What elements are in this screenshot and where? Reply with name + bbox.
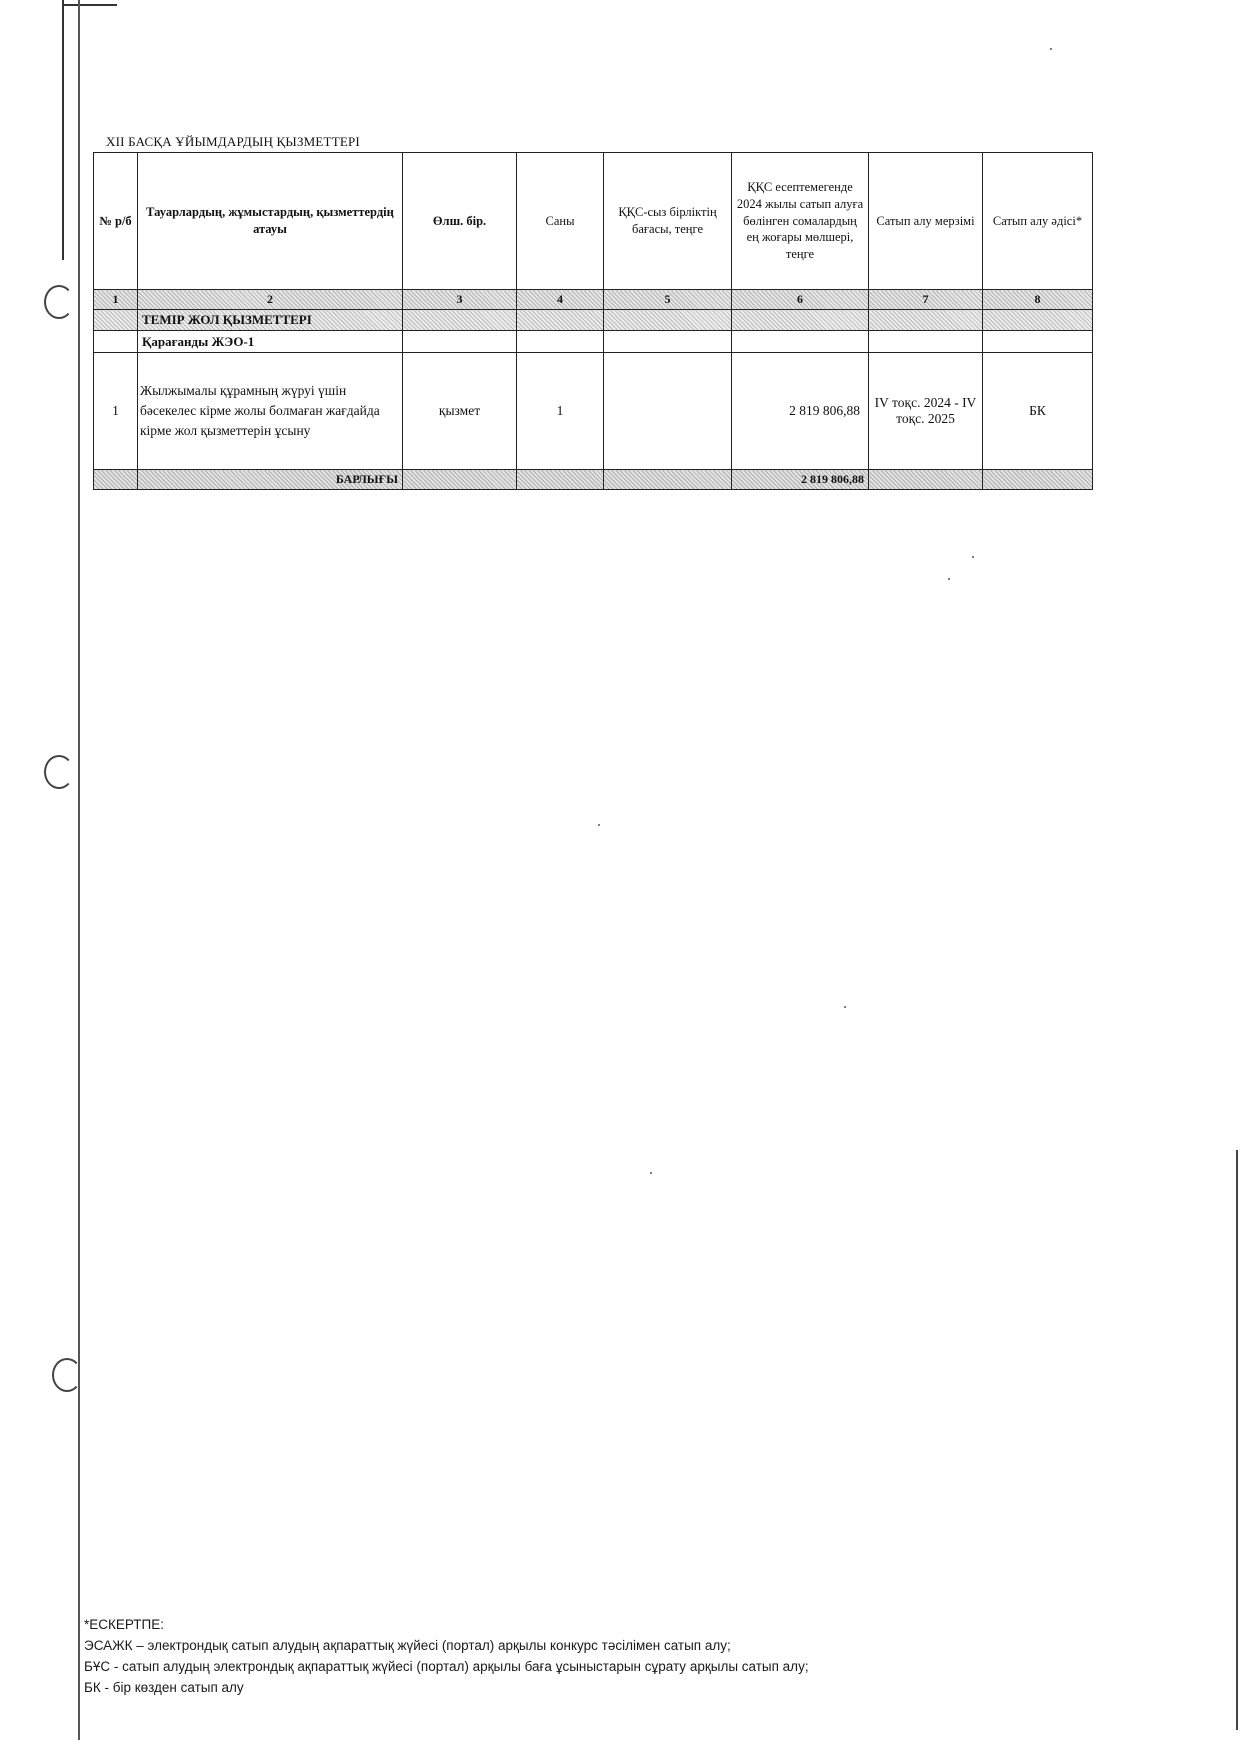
column-number: 5: [604, 290, 732, 310]
procurement-table: [93, 152, 1093, 490]
header-cell-amount: ҚҚС есептемегенде 2024 жылы сатып алуға бөлінген сомалардың ең жоғары мөлшері, теңге: [732, 153, 869, 290]
header-cell-qty: Саны: [517, 153, 604, 290]
header-cell-method: Сатып алу әдісі*: [983, 153, 1093, 290]
header-cell-unit-price: ҚҚС-сыз бірліктің бағасы, теңге: [604, 153, 732, 290]
column-number: 1: [94, 290, 138, 310]
row-amount: 2 819 806,88: [732, 353, 869, 470]
column-number: 8: [983, 290, 1093, 310]
scan-speck: [948, 578, 950, 580]
column-number: 3: [403, 290, 517, 310]
punch-hole-icon: [44, 755, 74, 789]
header-cell-unit: Өлш. бір.: [403, 153, 517, 290]
column-number-row: [94, 290, 1093, 310]
column-number: 2: [138, 290, 403, 310]
header-cell-period: Сатып алу мерзімі: [869, 153, 983, 290]
row-qty: 1: [517, 353, 604, 470]
column-number: 4: [517, 290, 604, 310]
scan-artifact-corner: [62, 4, 117, 6]
footnote-line: БК - бір көзден сатып алу: [84, 1680, 244, 1695]
footnote-line: БҰС - сатып алудың электрондық ақпараттық жүйесі (портал) арқылы баға ұсыныстарын сұрату арқылы сатып алу;: [84, 1659, 809, 1674]
category-row: [94, 310, 1093, 331]
row-unit: қызмет: [403, 353, 517, 470]
footnote-line: ЭСАЖК – электрондық сатып алудың ақпараттық жүйесі (портал) арқылы конкурс тәсілімен сатып алу;: [84, 1638, 731, 1653]
column-number: 6: [732, 290, 869, 310]
scan-artifact-binding-edge: [78, 0, 80, 1740]
total-label: БАРЛЫҒЫ: [138, 470, 403, 490]
category-label: ТЕМІР ЖОЛ ҚЫЗМЕТТЕРІ: [138, 310, 403, 331]
subcategory-row: [94, 331, 1093, 353]
total-row: [94, 470, 1093, 490]
table-row: [94, 353, 1093, 470]
row-unit-price: [604, 353, 732, 470]
subcategory-label: Қарағанды ЖЭО-1: [138, 331, 403, 353]
row-name: Жылжымалы құрамның жүруі үшін бәсекелес кірме жолы болмаған жағдайда кірме жол қызметтерін ұсыну: [138, 353, 403, 470]
scan-speck: [844, 1006, 846, 1008]
column-number: 7: [869, 290, 983, 310]
scan-speck: [650, 1172, 652, 1174]
punch-hole-icon: [52, 1358, 82, 1392]
scan-speck: [1050, 48, 1052, 50]
footnotes: [84, 1614, 809, 1698]
footnote-title: *ЕСКЕРТПЕ:: [84, 1617, 164, 1632]
row-method: БК: [983, 353, 1093, 470]
punch-hole-icon: [44, 285, 74, 319]
row-period: IV тоқс. 2024 - IV тоқс. 2025: [869, 353, 983, 470]
scan-speck: [972, 556, 974, 558]
table-header-row: [94, 153, 1093, 290]
scan-artifact-right-edge: [1236, 1150, 1238, 1730]
header-cell-name: Тауарлардың, жұмыстардың, қызметтердің атауы: [138, 153, 403, 290]
scan-speck: [598, 824, 600, 826]
section-title: XII БАСҚА ҰЙЫМДАРДЫҢ ҚЫЗМЕТТЕРІ: [106, 134, 360, 149]
row-number: 1: [94, 353, 138, 470]
total-amount: 2 819 806,88: [732, 470, 869, 490]
header-cell-number: № р/б: [94, 153, 138, 290]
category-spacer: [94, 310, 138, 331]
scan-artifact-edge: [62, 0, 64, 260]
